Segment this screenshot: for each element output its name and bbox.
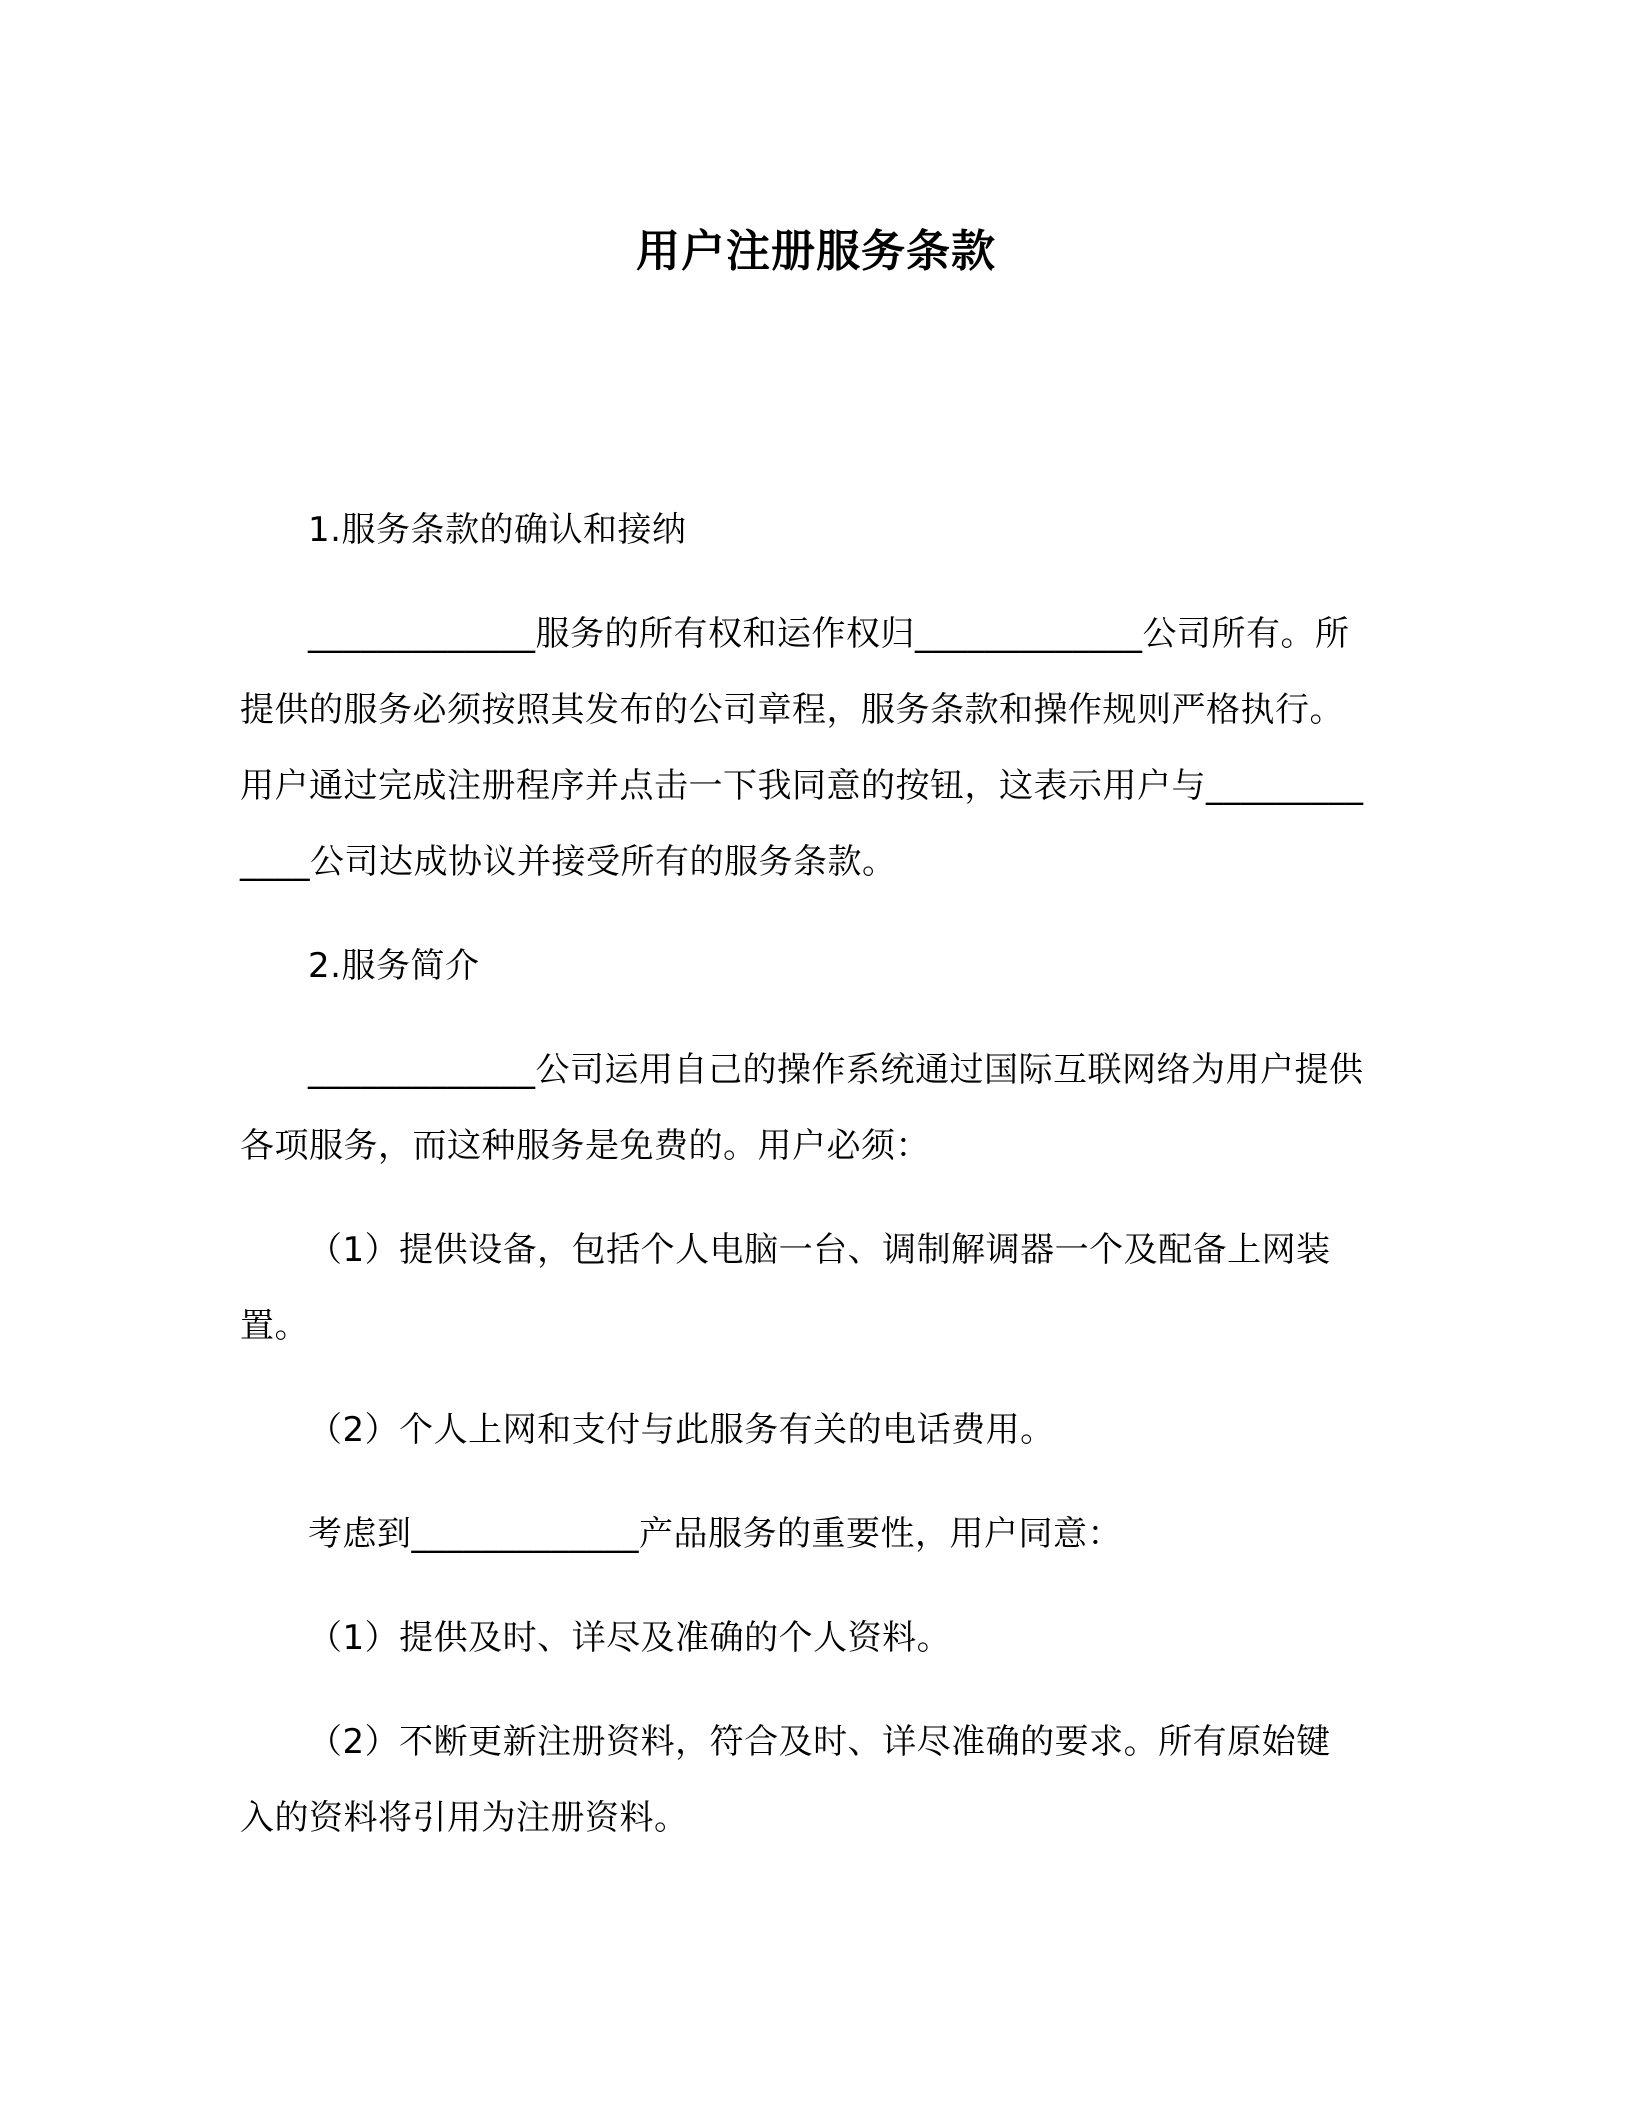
paragraph-ownership: _____________服务的所有权和运作权归_____________公司所有。所提供的服务必须按照其发布的公司章程，服务条款和操作规则严格执行。用户通过完成注册程序并点击一下我同意的按钮，这表示用户与_____________公司达成协议并接受所有的服务条款。 (240, 614, 1364, 882)
document-title: 用户注册服务条款 (636, 226, 996, 277)
section-heading-2: 2.服务简介 (308, 946, 480, 986)
list-item-fees: （2）个人上网和支付与此服务有关的电话费用。 (308, 1410, 1055, 1450)
paragraph-service-intro: _____________公司运用自己的操作系统通过国际互联网络为用户提供各项服务，而这种服务是免费的。用户必须： (240, 1050, 1364, 1166)
document-body (240, 492, 1365, 1884)
list-item-personal-info: （1）提供及时、详尽及准确的个人资料。 (308, 1618, 952, 1658)
list-item-equipment: （1）提供设备，包括个人电脑一台、调制解调器一个及配备上网装置。 (240, 1230, 1331, 1346)
paragraph-user-agreement: 考虑到_____________产品服务的重要性，用户同意： (308, 1514, 1122, 1554)
list-item-update-info: （2）不断更新注册资料，符合及时、详尽准确的要求。所有原始键入的资料将引用为注册资料。 (240, 1722, 1331, 1838)
section-heading-1: 1.服务条款的确认和接纳 (308, 510, 687, 550)
